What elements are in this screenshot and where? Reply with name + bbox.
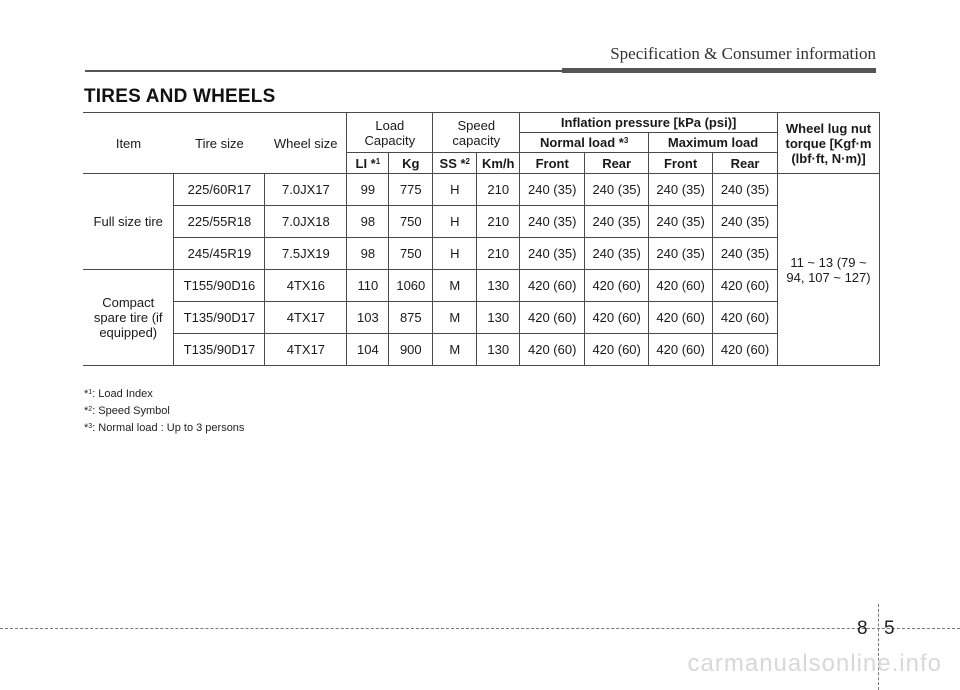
group-full-size: Full size tire (83, 174, 174, 270)
cell-tire-size: 225/60R17 (174, 174, 265, 206)
cell-kg: 750 (389, 238, 433, 270)
header-li: LI *$^1$ (347, 153, 389, 174)
header-tire-size: Tire size (174, 113, 265, 174)
cell-max-front: 240 (35) (649, 238, 713, 270)
cell-wheel-size: 7.5JX19 (265, 238, 347, 270)
cell-li: 104 (347, 334, 389, 366)
footnote-normal-load: *$^3$: Normal load : Up to 3 persons (84, 422, 245, 434)
cell-max-front: 420 (60) (649, 334, 713, 366)
cell-normal-front: 240 (35) (520, 174, 585, 206)
footnotes (84, 386, 244, 437)
cell-kg: 875 (389, 302, 433, 334)
header-load-capacity: Load Capacity (347, 113, 433, 153)
cell-tire-size: T135/90D17 (174, 302, 265, 334)
cell-normal-rear: 240 (35) (585, 238, 649, 270)
footer-rule (0, 628, 960, 629)
header-max-rear: Rear (713, 153, 778, 174)
cell-normal-rear: 420 (60) (585, 270, 649, 302)
cell-kmh: 130 (477, 270, 520, 302)
cell-ss: H (433, 206, 477, 238)
table-row (83, 270, 880, 302)
cell-max-rear: 420 (60) (713, 302, 778, 334)
cell-max-front: 420 (60) (649, 270, 713, 302)
cell-kmh: 210 (477, 238, 520, 270)
header-normal-rear: Rear (585, 153, 649, 174)
header-kmh: Km/h (477, 153, 520, 174)
cell-normal-front: 420 (60) (520, 334, 585, 366)
cell-wheel-size: 4TX17 (265, 334, 347, 366)
header-speed-capacity: Speed capacity (433, 113, 520, 153)
page-title: TIRES AND WHEELS (84, 86, 276, 107)
cell-wheel-size: 7.0JX17 (265, 174, 347, 206)
cell-max-front: 420 (60) (649, 302, 713, 334)
cell-wheel-size: 4TX17 (265, 302, 347, 334)
footnote-speed-symbol: *$^2$: Speed Symbol (84, 405, 170, 417)
cell-normal-rear: 420 (60) (585, 334, 649, 366)
header-wheel-size: Wheel size (265, 113, 347, 174)
table-row (83, 334, 880, 366)
table-row (83, 174, 880, 206)
section-header: Specification & Consumer information (610, 44, 876, 63)
cell-ss: H (433, 238, 477, 270)
header-lug-torque: Wheel lug nut torque [Kgf·m (lbf·ft, N·m)] (778, 113, 880, 174)
cell-wheel-size: 7.0JX18 (265, 206, 347, 238)
cell-li: 110 (347, 270, 389, 302)
cell-kg: 900 (389, 334, 433, 366)
cell-li: 99 (347, 174, 389, 206)
cell-normal-rear: 420 (60) (585, 302, 649, 334)
cell-ss: M (433, 334, 477, 366)
header-max-front: Front (649, 153, 713, 174)
cell-tire-size: 245/45R19 (174, 238, 265, 270)
cell-normal-front: 240 (35) (520, 238, 585, 270)
cell-kmh: 130 (477, 334, 520, 366)
cell-normal-front: 420 (60) (520, 302, 585, 334)
cell-tire-size: 225/55R18 (174, 206, 265, 238)
cell-kg: 750 (389, 206, 433, 238)
cell-li: 98 (347, 206, 389, 238)
header-kg: Kg (389, 153, 433, 174)
cell-normal-rear: 240 (35) (585, 174, 649, 206)
cell-kg: 775 (389, 174, 433, 206)
cell-kmh: 130 (477, 302, 520, 334)
cell-ss: M (433, 270, 477, 302)
cell-max-rear: 240 (35) (713, 238, 778, 270)
header-item: Item (83, 113, 174, 174)
cell-ss: M (433, 302, 477, 334)
cell-normal-rear: 240 (35) (585, 206, 649, 238)
footnote-load-index: *$^1$: Load Index (84, 388, 153, 400)
cell-li: 103 (347, 302, 389, 334)
cell-tire-size: T135/90D17 (174, 334, 265, 366)
page-number: 5 (884, 618, 895, 639)
cell-lug-torque: 11 ~ 13 (79 ~ 94, 107 ~ 127) (778, 174, 880, 366)
header-ss: SS *$^2$ (433, 153, 477, 174)
tires-wheels-table (83, 112, 880, 366)
cell-max-rear: 420 (60) (713, 334, 778, 366)
table-row (83, 302, 880, 334)
cell-max-rear: 420 (60) (713, 270, 778, 302)
cell-normal-front: 240 (35) (520, 206, 585, 238)
header-inflation-pressure: Inflation pressure [kPa (psi)] (520, 113, 778, 133)
header-maximum-load: Maximum load (649, 133, 778, 153)
cell-wheel-size: 4TX16 (265, 270, 347, 302)
cell-normal-front: 420 (60) (520, 270, 585, 302)
header-normal-front: Front (520, 153, 585, 174)
cell-li: 98 (347, 238, 389, 270)
cell-tire-size: T155/90D16 (174, 270, 265, 302)
chapter-number: 8 (857, 618, 868, 639)
cell-ss: H (433, 174, 477, 206)
cell-kmh: 210 (477, 206, 520, 238)
header-normal-load: Normal load *$^3$ (520, 133, 649, 153)
cell-max-front: 240 (35) (649, 174, 713, 206)
cell-max-rear: 240 (35) (713, 174, 778, 206)
cell-kg: 1060 (389, 270, 433, 302)
table-row (83, 238, 880, 270)
table-row (83, 206, 880, 238)
group-compact-spare: Compact spare tire (if equipped) (83, 270, 174, 366)
header-rule-accent (562, 68, 876, 73)
watermark: carmanualsonline.info (687, 650, 942, 677)
cell-max-front: 240 (35) (649, 206, 713, 238)
cell-max-rear: 240 (35) (713, 206, 778, 238)
cell-kmh: 210 (477, 174, 520, 206)
